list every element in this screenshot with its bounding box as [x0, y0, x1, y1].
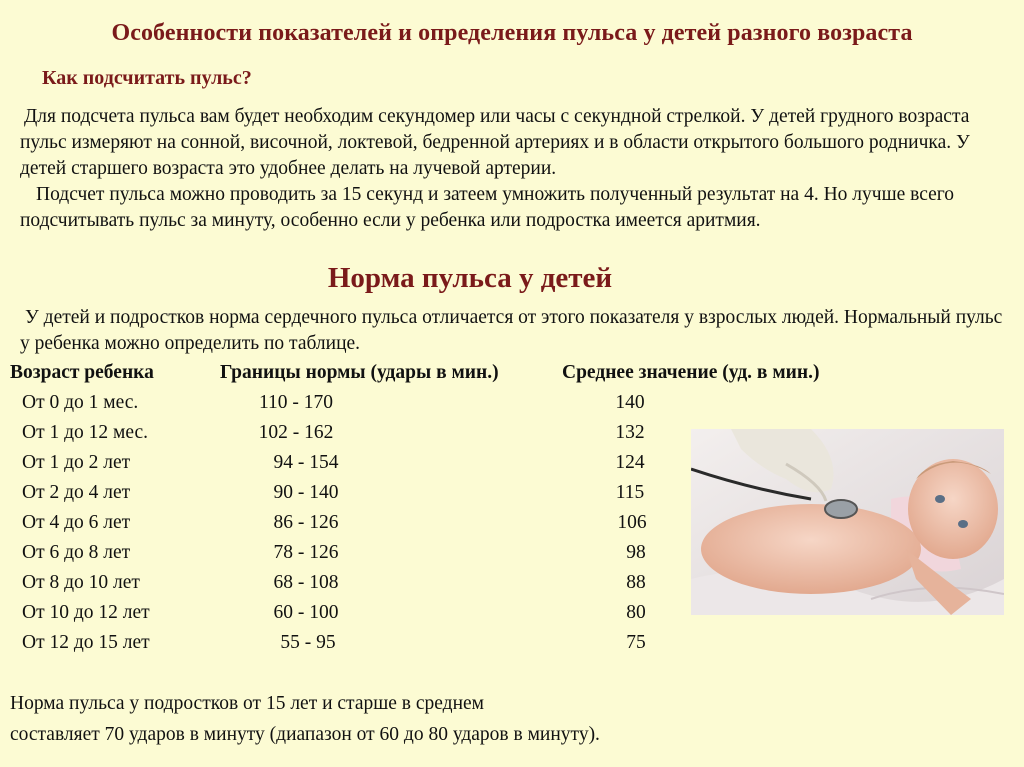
- cell-age: От 12 до 15 лет: [22, 632, 150, 653]
- cell-average: 106: [617, 512, 647, 533]
- cell-age: От 0 до 1 мес.: [22, 392, 139, 413]
- cell-range: 60 - 100: [273, 602, 339, 623]
- cell-average: 80: [626, 602, 646, 623]
- cell-age: От 6 до 8 лет: [22, 542, 131, 563]
- cell-range: 86 - 126: [273, 512, 339, 533]
- cell-age: От 10 до 12 лет: [22, 602, 150, 623]
- paragraph-how-to-count: Для подсчета пульса вам будет необходим секундомер или часы с секундной стрелкой. У детей грудного возраста пульс измеряют на сонной, височной, локтевой, бедренной артериях и в области открытого большого родничка. У детей старшего возраста это удобнее делать на лучевой артерии.: [20, 106, 970, 179]
- cell-average: 132: [615, 422, 645, 443]
- cell-age: От 1 до 2 лет: [22, 452, 131, 473]
- cell-age: От 8 до 10 лет: [22, 572, 140, 593]
- section-subtitle: Как подсчитать пульс?: [42, 67, 252, 89]
- cell-range: 102 - 162: [258, 422, 334, 443]
- table-row: [0, 512, 680, 542]
- page-title: Особенности показателей и определения пульса у детей разного возраста: [111, 20, 913, 46]
- cell-range: 110 - 170: [258, 392, 334, 413]
- paragraph-norm-intro: У детей и подростков норма сердечного пульса отличается от этого показателя у взрослых людей. Нормальный пульс у ребенка можно определить по таблице.: [20, 307, 1003, 354]
- cell-average: 140: [615, 392, 645, 413]
- cell-age: От 1 до 12 мес.: [22, 422, 149, 443]
- cell-average: 124: [615, 452, 645, 473]
- footer-line-1: Норма пульса у подростков от 15 лет и старше в среднем: [10, 693, 485, 714]
- cell-range: 94 - 154: [273, 452, 339, 473]
- cell-range: 68 - 108: [273, 572, 339, 593]
- table-header-average: Среднее значение (уд. в мин.): [562, 362, 820, 383]
- table-row: [0, 482, 680, 512]
- cell-average: 98: [626, 542, 646, 563]
- table-header-age: Возраст ребенка: [10, 362, 154, 383]
- table-row: [0, 542, 680, 572]
- table-row: [0, 422, 680, 452]
- table-row: [0, 602, 680, 632]
- cell-average: 115: [615, 482, 645, 503]
- cell-average: 75: [626, 632, 646, 653]
- table-row: [0, 572, 680, 602]
- cell-average: 88: [626, 572, 646, 593]
- cell-range: 55 - 95: [280, 632, 336, 653]
- table-header-range: Границы нормы (удары в мин.): [220, 362, 499, 383]
- footer-line-2: составляет 70 ударов в минуту (диапазон от 60 до 80 ударов в минуту).: [10, 724, 600, 745]
- cell-age: От 4 до 6 лет: [22, 512, 131, 533]
- table-row: [0, 392, 680, 422]
- table-row: [0, 452, 680, 482]
- table-row: [0, 632, 680, 662]
- baby-stethoscope-photo: [691, 429, 1004, 615]
- section-heading-norm: Норма пульса у детей: [327, 262, 613, 294]
- cell-range: 78 - 126: [273, 542, 339, 563]
- paragraph-counting-method: Подсчет пульса можно проводить за 15 секунд и затеем умножить полученный результат на 4. Но лучше всего подсчитывать пульс за минуту, особенно если у ребенка или подростка имеется аритмия.: [20, 184, 955, 231]
- cell-range: 90 - 140: [273, 482, 339, 503]
- cell-age: От 2 до 4 лет: [22, 482, 131, 503]
